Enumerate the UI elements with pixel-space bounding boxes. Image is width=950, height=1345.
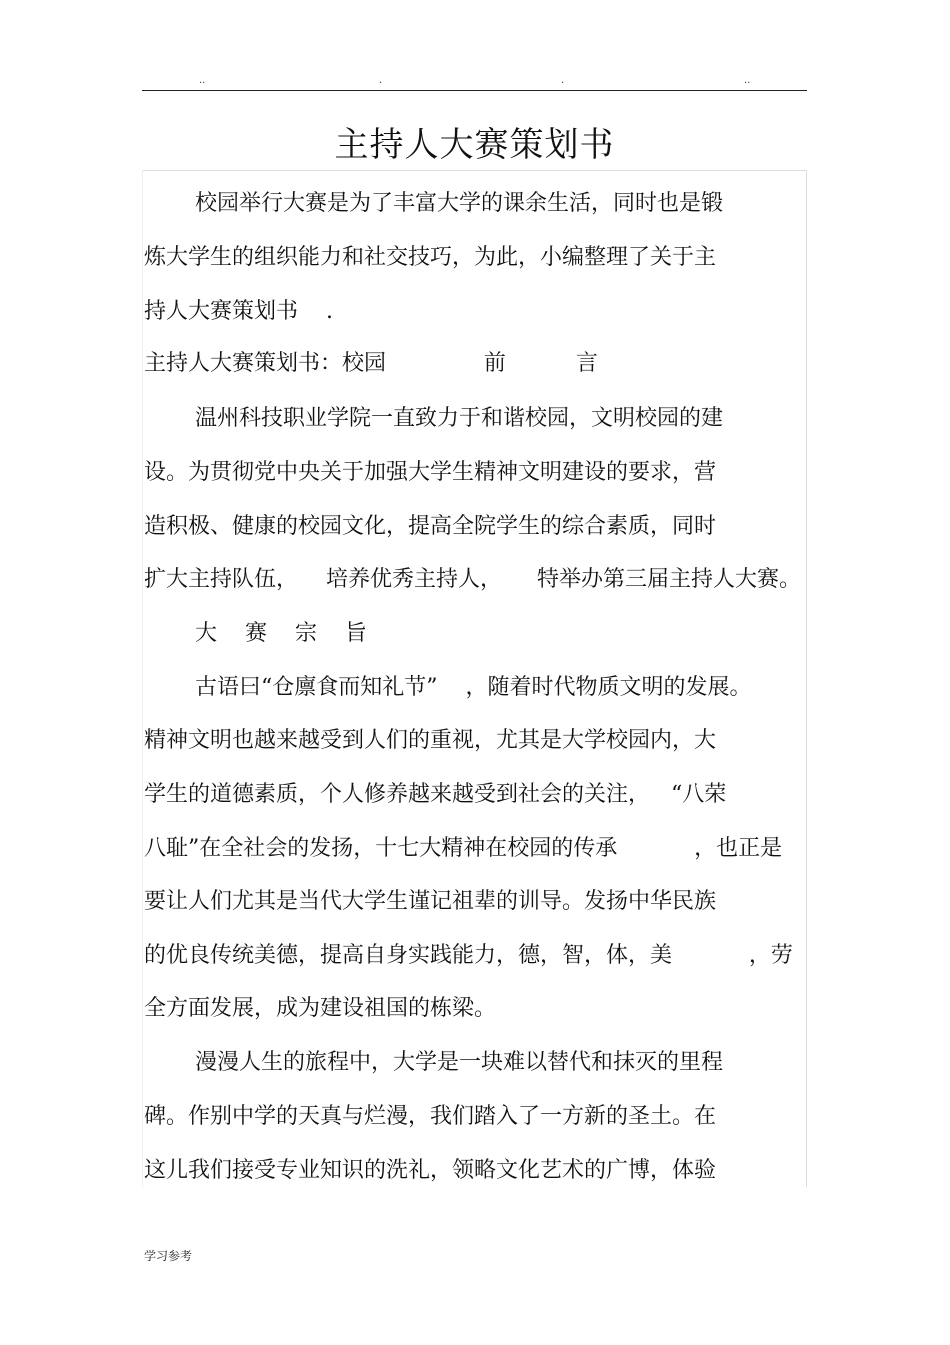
body-line: 碑。作别中学的天真与烂漫，我们踏入了一方新的圣土。在 — [144, 1104, 717, 1129]
body-line: 古语曰“仓廪食而知礼节” ，随着时代物质文明的发展。 — [195, 675, 752, 700]
body-line: 学生的道德素质，个人修养越来越受到社会的关注， “八荣 — [144, 782, 727, 807]
header-rule — [142, 90, 807, 91]
body-line: 这儿我们接受专业知识的洗礼，领略文化艺术的广博，体验 — [144, 1158, 717, 1183]
document-title: 主持人大赛策划书 — [334, 125, 615, 165]
body-line: 设。为贯彻党中央关于加强大学生精神文明建设的要求，营 — [144, 460, 717, 485]
text-frame-top — [142, 170, 807, 171]
body-line: 炼大学生的组织能力和社交技巧，为此，小编整理了关于主 — [144, 245, 717, 270]
body-line: 漫漫人生的旅程中，大学是一块难以替代和抹灭的里程 — [195, 1050, 724, 1075]
page-header-dots — [142, 76, 806, 88]
body-line: 的优良传统美德，提高自身实践能力，德，智，体，美 ，劳 — [144, 943, 793, 968]
header-dot: . — [561, 75, 565, 86]
body-line: 温州科技职业学院一直致力于和谐校园，文明校园的建 — [195, 406, 724, 431]
body-line: 要让人们尤其是当代大学生谨记祖辈的训导。发扬中华民族 — [144, 889, 717, 914]
text-frame-left — [142, 170, 143, 1187]
header-dot: .. — [199, 75, 206, 86]
header-dot: . — [379, 75, 383, 86]
body-line: 精神文明也越来越受到人们的重视，尤其是大学校园内，大 — [144, 728, 717, 753]
section-heading: 主持人大赛策划书：校园 前 言 — [144, 351, 598, 376]
body-line: 造积极、健康的校园文化，提高全院学生的综合素质，同时 — [144, 514, 717, 539]
body-line: 扩大主持队伍， 培养优秀主持人， 特举办第三届主持人大赛。 — [144, 567, 801, 592]
header-dot: .. — [744, 75, 751, 86]
body-line: 持人大赛策划书 . — [144, 299, 333, 324]
text-frame-right — [806, 170, 807, 1187]
body-line: 全方面发展，成为建设祖国的栋梁。 — [144, 996, 497, 1021]
body-line: 校园举行大赛是为了丰富大学的课余生活，同时也是锻 — [195, 191, 724, 216]
body-line: 八耻”在全社会的发扬，十七大精神在校园的传承 ，也正是 — [144, 836, 783, 861]
page-footer: 学习参考 — [144, 1249, 193, 1263]
section-heading: 大 赛 宗 旨 — [195, 621, 367, 646]
